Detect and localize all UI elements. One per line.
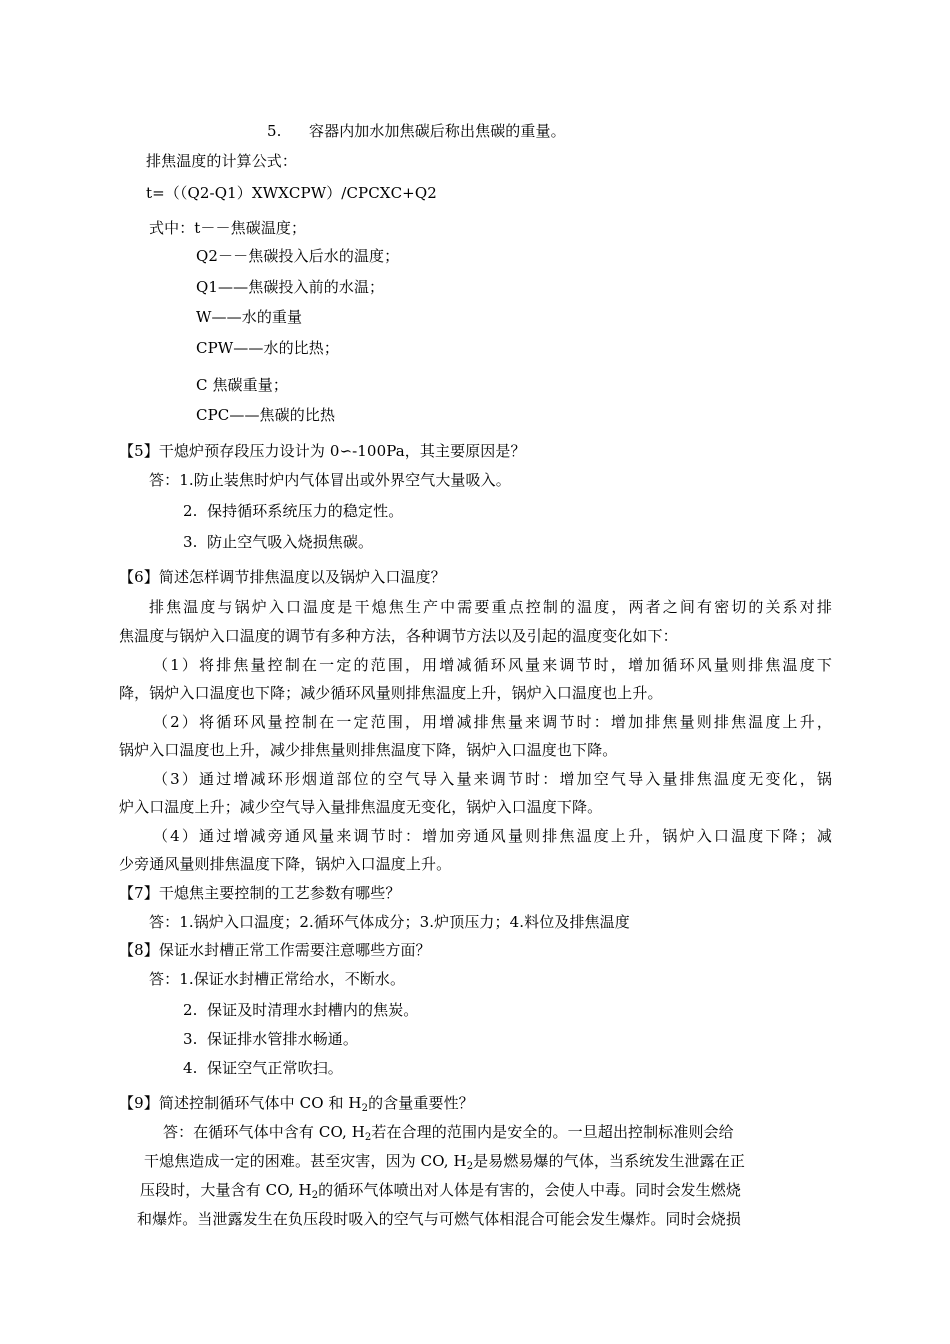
answer-8-item-3-number: 3. [183,1030,198,1048]
answer-9-line-2 [144,1151,745,1171]
step-5-number: 5. [267,122,282,140]
answer-9-line-1-start: 答：在循环气体中含有 CO, H [163,1123,365,1141]
q6-intro-line-2: 焦温度与锅炉入口温度的调节有多种方法，各种调节方法以及引起的温度变化如下： [119,627,678,645]
step-5-text: 容器内加水加焦碳后称出焦碳的重量。 [309,122,566,140]
question-6: 【6】简述怎样调节排焦温度以及锅炉入口温度？ [119,568,446,586]
formula-expression: t=（（Q2-Q1）ⅩWⅩCPW）/CPCⅩC+Q2 [146,184,437,202]
q6-method-4-line-2: 少旁通风量则排焦温度下降，锅炉入口温度上升。 [119,855,452,873]
formula-where: 式中：t－－焦碳温度； [149,219,307,237]
answer-9-line-3-start: 压段时，大量含有 CO, H [140,1181,312,1199]
q6-intro-line-1: 排焦温度与锅炉入口温度是干熄焦生产中需要重点控制的温度，两者之间有密切的关系对排 [149,598,832,616]
answer-5-item-3-number: 3. [183,533,198,551]
question-9 [119,1093,474,1113]
answer-8-item-4-text: 保证空气正常吹扫。 [207,1059,343,1077]
q6-method-1-line-1: （1）将排焦量控制在一定的范围，用增减循环风量来调节时，增加循环风量则排焦温度下 [153,656,832,674]
answer-9-line-2-end: 是易燃易爆的气体，当系统发生泄露在正 [473,1152,745,1170]
answer-9-line-1-end: 若在合理的范围内是安全的。一旦超出控制标准则会给 [371,1123,734,1141]
subscript-2: 2 [311,1190,319,1201]
answer-8-item-2-number: 2. [183,1001,198,1019]
formula-def-w: W——水的重量 [196,308,303,326]
answer-9-line-4: 和爆炸。当泄露发生在负压段时吸入的空气与可燃气体相混合可能会发生爆炸。同时会烧损 [137,1210,742,1228]
q6-method-4-line-1: （4）通过增减旁通风量来调节时：增加旁通风量则排焦温度上升，锅炉入口温度下降；减 [153,827,832,845]
question-9-text-end: 的含量重要性？ [368,1094,474,1112]
subscript-2: 2 [361,1103,369,1114]
answer-9-line-3 [140,1180,741,1200]
subscript-2: 2 [466,1161,474,1172]
question-8: 【8】保证水封槽正常工作需要注意哪些方面？ [119,941,431,959]
question-5: 【5】干熄炉预存段压力设计为 0∽-100Pa，其主要原因是？ [119,442,526,460]
answer-8-item-2-text: 保证及时清理水封槽内的焦炭。 [207,1001,419,1019]
q6-method-3-line-1: （3）通过增减环形烟道部位的空气导入量来调节时：增加空气导入量排焦温度无变化，锅 [153,770,832,788]
formula-def-q2: Q2－－焦碳投入后水的温度； [196,247,400,265]
question-9-text-start: 【9】简述控制循环气体中 CO 和 H [119,1094,362,1112]
question-7: 【7】干熄焦主要控制的工艺参数有哪些？ [119,884,401,902]
answer-5-item-3-text: 防止空气吸入烧损焦碳。 [207,533,374,551]
answer-8-item-3-text: 保证排水管排水畅通。 [207,1030,359,1048]
formula-def-q1: Q1——焦碳投入前的水温； [196,278,385,296]
formula-def-cpc: CPC——焦碳的比热 [196,406,336,424]
q6-method-3-line-2: 炉入口温度上升；减少空气导入量排焦温度无变化，锅炉入口温度下降。 [119,798,603,816]
answer-8-item-1: 答：1.保证水封槽正常给水，不断水。 [149,970,406,988]
formula-def-cpw: CPW——水的比热； [196,339,339,357]
answer-5-item-2-number: 2. [183,502,198,520]
formula-def-c: C 焦碳重量； [196,376,288,394]
subscript-2: 2 [364,1132,372,1143]
q6-method-2-line-2: 锅炉入口温度也上升，减少排焦量则排焦温度下降，锅炉入口温度也下降。 [119,741,618,759]
answer-5-item-1: 答：1.防止装焦时炉内气体冒出或外界空气大量吸入。 [149,471,511,489]
answer-9-line-1 [163,1122,734,1142]
answer-7: 答：1.锅炉入口温度；2.循环气体成分；3.炉顶压力；4.料位及排焦温度 [149,913,630,931]
answer-9-line-2-start: 干熄焦造成一定的困难。甚至灾害，因为 CO, H [144,1152,467,1170]
answer-8-item-4-number: 4. [183,1059,198,1077]
answer-5-item-2-text: 保持循环系统压力的稳定性。 [207,502,404,520]
q6-method-2-line-1: （2）将循环风量控制在一定范围，用增减排焦量来调节时：增加排焦量则排焦温度上升， [153,713,832,731]
answer-9-line-3-end: 的循环气体喷出对人体是有害的，会使人中毒。同时会发生燃烧 [318,1181,741,1199]
formula-heading: 排焦温度的计算公式： [146,152,298,170]
q6-method-1-line-2: 降，锅炉入口温度也下降；减少循环风量则排焦温度上升，锅炉入口温度也上升。 [119,684,663,702]
